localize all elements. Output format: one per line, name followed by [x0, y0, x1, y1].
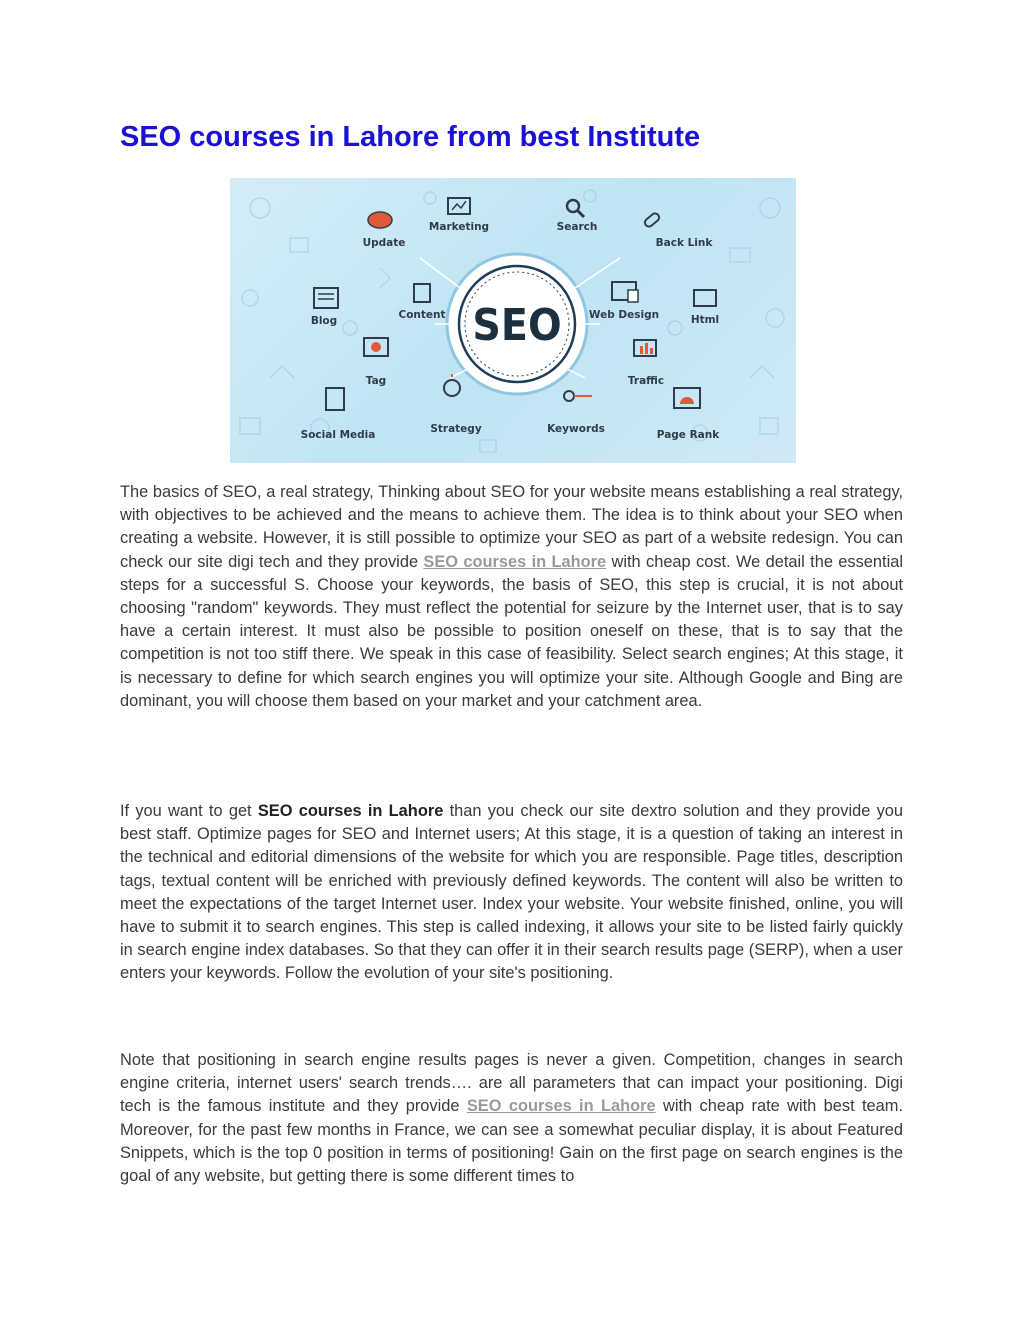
icon-html: [691, 290, 719, 326]
label-strategy: Strategy: [430, 423, 482, 435]
icon-search: [557, 200, 598, 233]
paragraph-positioning-text-1: Note that positioning in search engine results pages is never a given. Competition, changes in search engine criteria, internet users' search trends…. are all parameters that can impact your positioning. Digi tech is the famous institute and they provide: [120, 1051, 903, 1116]
seo-courses-link-1[interactable]: SEO courses in Lahore: [423, 552, 607, 571]
label-content: Content: [398, 309, 446, 321]
seo-courses-bold: SEO courses in Lahore: [257, 802, 444, 820]
icon-strategy: [430, 374, 482, 435]
label-tag: Tag: [365, 375, 387, 387]
paragraph-positioning: [120, 1049, 903, 1188]
label-blog: Blog: [310, 315, 338, 327]
paragraph-optimize-text-2: than you check our site dextro solution and they provide you best staff. Optimize pages for SEO and Internet users; At this stage, it is a question of taking an interest in the technical and editorial dimensions of the website for which you are responsible. Page titles, description tags, textual content will be enriched with previously defined keywords. The content will also be written to meet the expectations of the target Internet user. Index your website. Your website finished, online, you will have to submit it to search engines. This step is called indexing, it allows your site to be listed fairly quickly in search engine index databases. So that they can offer it in their search results page (SERP), when a user enters your keywords. Follow the evolution of your site's positioning.: [120, 802, 903, 983]
label-keywords: Keywords: [547, 423, 605, 435]
label-traffic: Traffic: [627, 375, 665, 387]
paragraph-optimize-text-1: If you want to get: [120, 802, 258, 820]
icon-page-rank: [657, 388, 720, 441]
page-title: SEO courses in Lahore from best Institute: [120, 121, 701, 153]
label-search: Search: [556, 221, 598, 233]
paragraph-basics-text-2: with cheap cost. We detail the essential steps for a successful S. Choose your keywords, the basis of SEO, this step is crucial, it is not about choosing "random" keywords. They must reflect the potential for seizure by the Internet user, that is to say have a certain interest. It must also be possible to position oneself on these, that is to say that the competition is not too stiff there. We speak in this case of feasibility. Select search engines; At this stage, it is necessary to define for which search engines you will optimize your site. Although Google and Bing are dominant, you will choose them based on your market and your catchment area.: [120, 552, 903, 710]
label-marketing: Marketing: [428, 221, 490, 233]
label-web-design: Web Design: [588, 309, 660, 321]
icon-social-media: [301, 388, 376, 441]
label-social-media: Social Media: [300, 429, 376, 441]
icon-blog: [311, 288, 338, 327]
icon-update: [363, 212, 406, 249]
icon-tag: [364, 338, 388, 387]
label-html: Html: [690, 314, 720, 326]
paragraph-basics-text-1: The basics of SEO, a real strategy, Thinking about SEO for your website means establishing a real strategy, with objectives to be achieved and the means to achieve them. The idea is to think about your SEO when creating a website. However, it is still possible to optimize your SEO as part of a website redesign. You can check our site digi tech and they provide: [120, 483, 903, 571]
paragraph-basics: [120, 481, 903, 713]
icon-content: [398, 284, 445, 321]
icon-back-link: [643, 212, 713, 249]
seo-courses-link-2[interactable]: SEO courses in Lahore: [466, 1097, 656, 1116]
paragraph-positioning-text-2: with cheap rate with best team. Moreover, for the past few months in France, we can see a somewhat peculiar display, it is about Featured Snippets, which is the top 0 position in terms of positioning! Gain on the first page on search engines is the goal of any website, but getting there is some different times to: [120, 1097, 903, 1186]
label-page-rank: Page Rank: [656, 429, 720, 441]
seo-infographic-graphic: [230, 178, 796, 463]
icon-marketing: [429, 198, 489, 233]
label-back-link: Back Link: [655, 237, 713, 249]
icon-keywords: [547, 391, 605, 435]
icon-traffic: [628, 340, 664, 387]
seo-infographic-image: [230, 178, 796, 463]
paragraph-optimize: [120, 800, 903, 986]
icon-web-design: [589, 282, 659, 321]
seo-center-text: SEO: [472, 300, 562, 351]
label-update: Update: [362, 237, 406, 249]
